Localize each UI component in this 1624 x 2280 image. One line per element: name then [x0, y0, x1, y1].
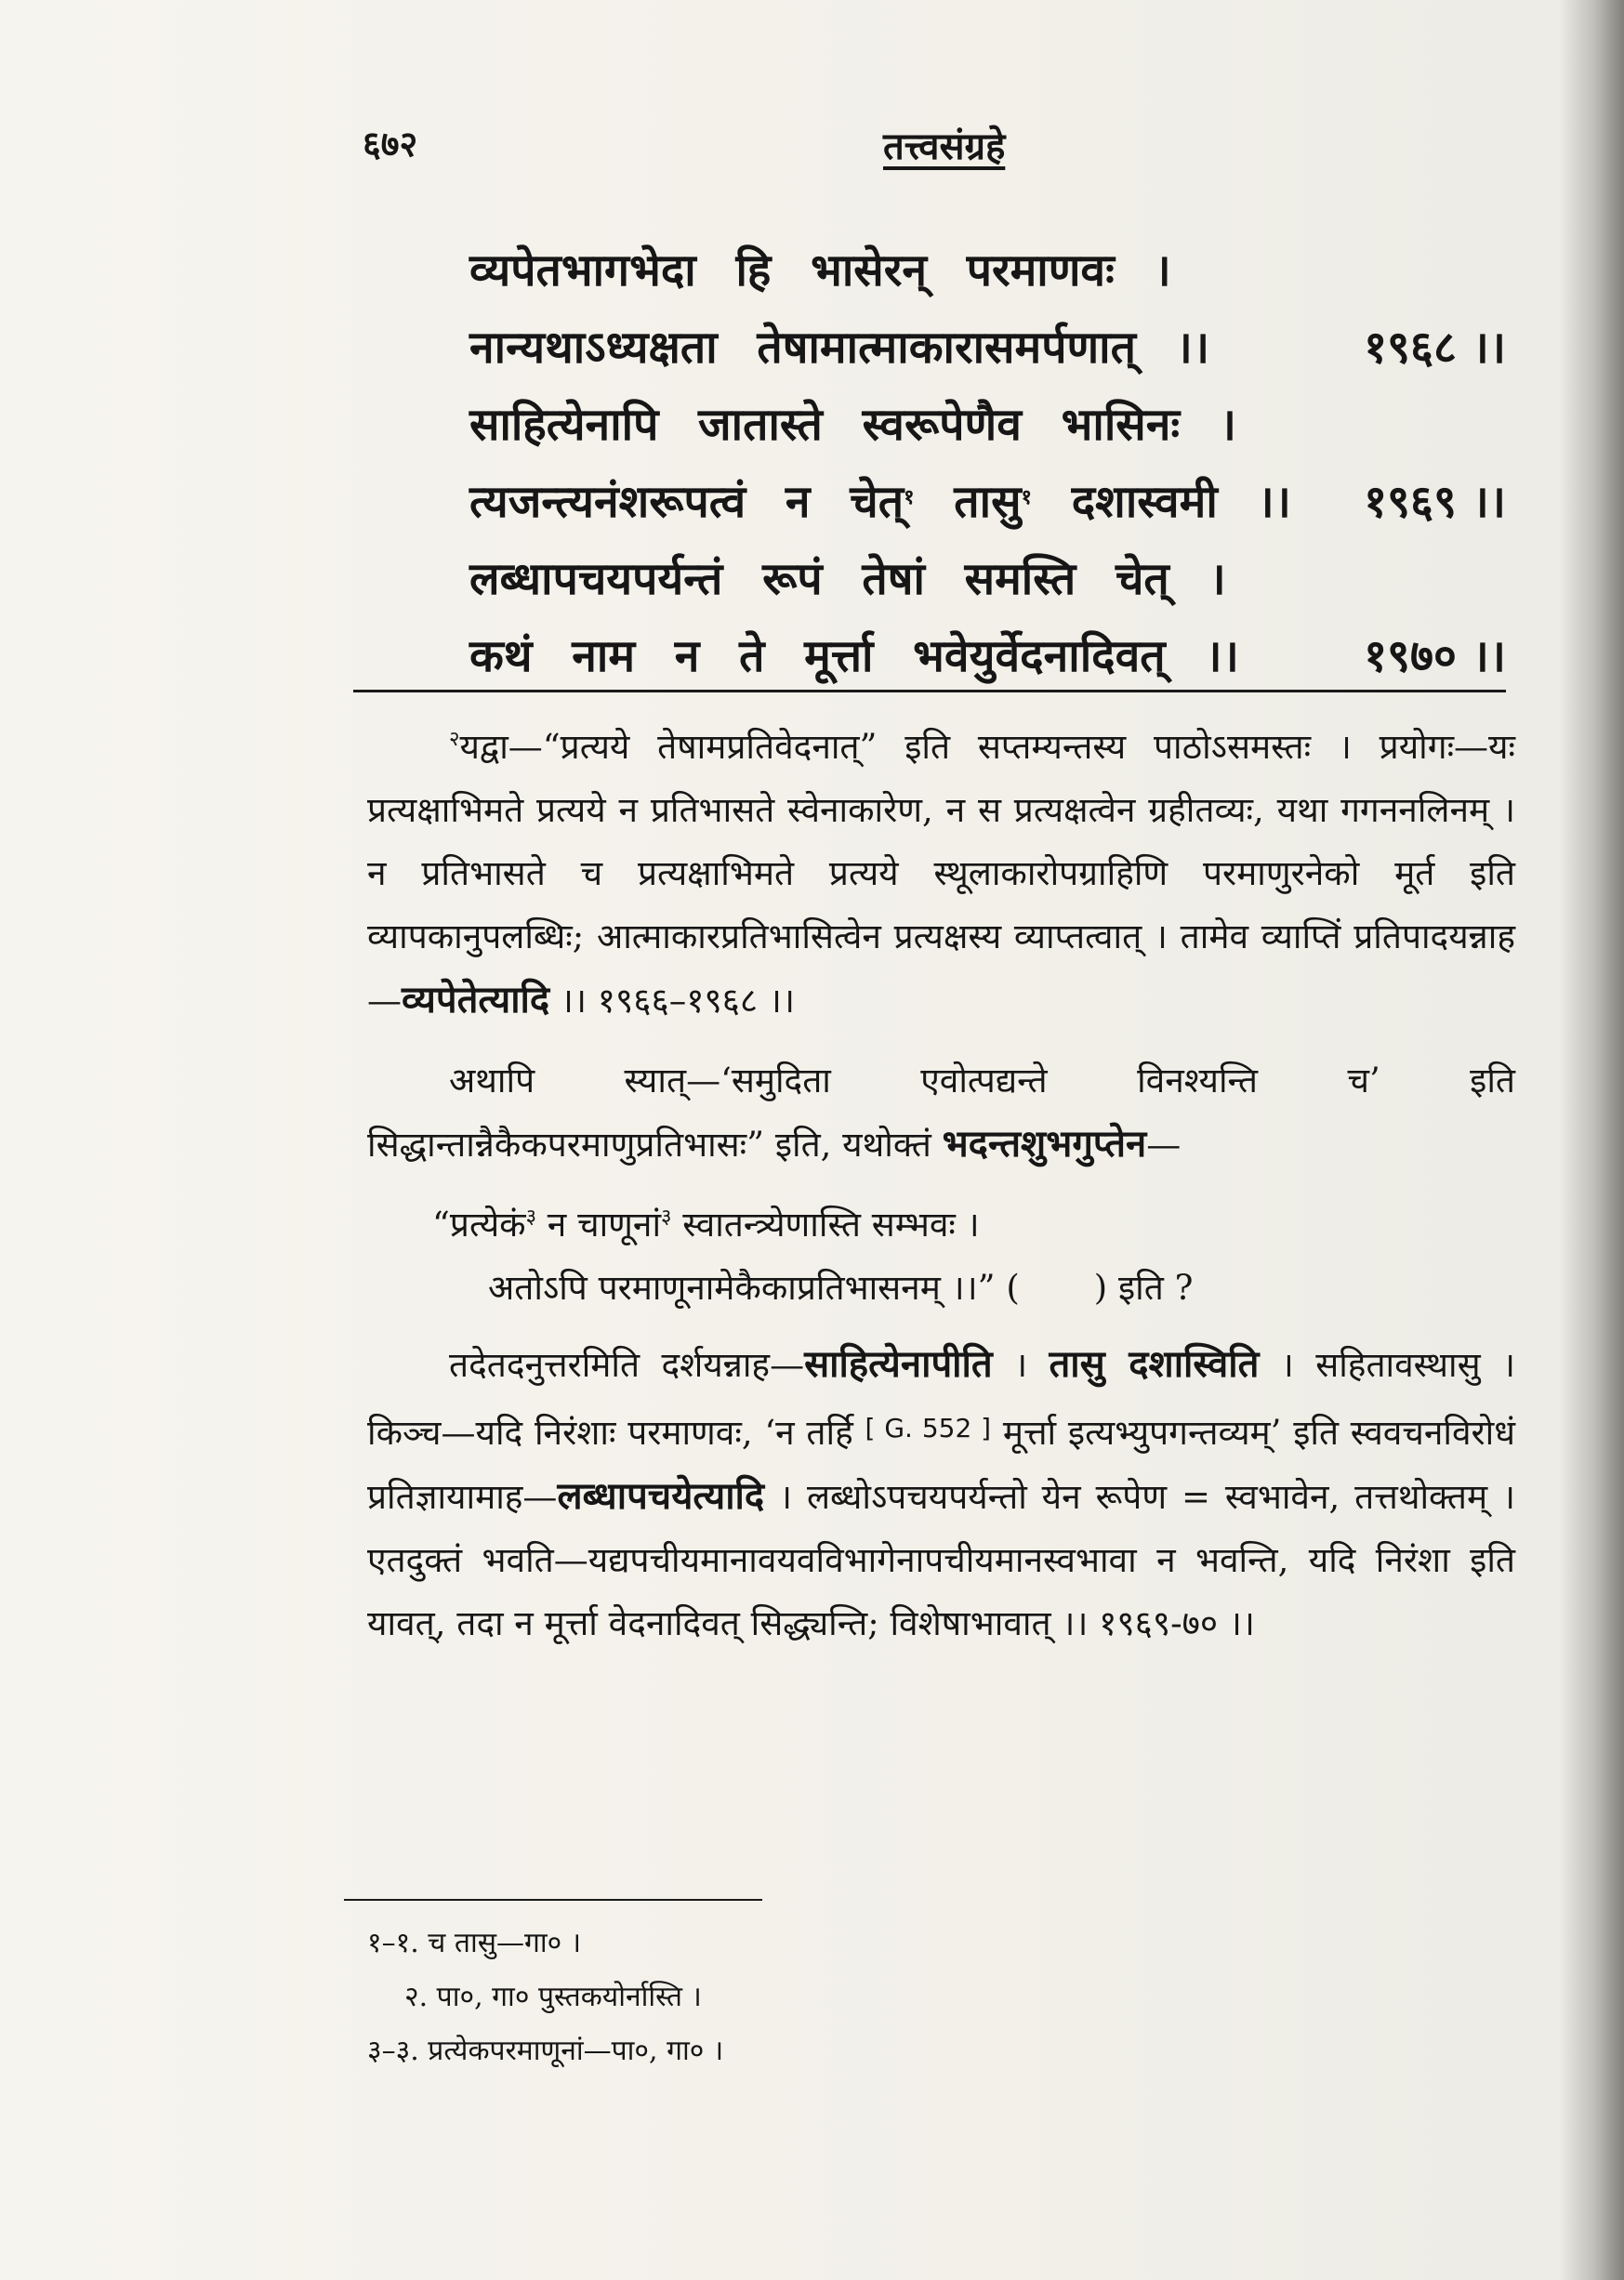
commentary-text: यद्वा—“प्रत्यये तेषामप्रतिवेदनात्” इति सप्तम्यन्तस्य पाठोऽसमस्तः । प्रयोगः—यः प्रत्यक्षाभिमते प्रत्यये न प्रतिभासते स्वेनाकारेण, न स प्रत्यक्षत्वेन ग्रहीतव्यः, यथा गगननलिनम् । न प्रतिभासते च प्रत्यक्षाभिमते प्रत्यये स्थूलाकारोपग्राहिणि परमाणुरनेको मूर्त इति व्यापकानुपलब्धिः; आत्माकारप्रतिभासित्वेन प्रत्यक्षस्य व्याप्तत्वात् । तामेव व्याप्तिं प्रतिपादयन्नाह—: [367, 727, 1515, 1021]
verse-number: १९६९ ।।: [1364, 476, 1506, 528]
commentary-keyword: लब्धापचयेत्यादि: [557, 1474, 765, 1518]
commentary: [367, 716, 1515, 1655]
verse-text: लब्धापचयपर्यन्तं रूपं तेषां समस्ति चेत् ।: [469, 553, 1226, 605]
commentary-keyword: तासु दशास्विति: [1049, 1342, 1260, 1386]
verse-line: [469, 387, 1506, 464]
verse-text: त्यजन्त्यनंशरूपत्वं न चेत्$^१$ तासु$^१$ दशास्वमी ।।: [469, 476, 1291, 528]
footnote-marker: ३: [661, 1206, 672, 1229]
commentary-keyword: साहित्येनापीति: [804, 1342, 993, 1386]
footnote-divider: [344, 1899, 762, 1901]
verse-text: कथं नाम न ते मूर्त्ता भवेयुर्वेदनादिवत् ।।: [469, 630, 1239, 682]
footnote-marker: ३: [525, 1206, 537, 1229]
running-title: तत्त्वसंग्रहे: [883, 125, 1006, 168]
verse-text: साहित्येनापि जातास्ते स्वरूपेणैव भासिनः ।: [469, 399, 1236, 451]
commentary-keyword: व्यपेतेत्यादि: [402, 978, 550, 1021]
page-header: [363, 119, 1515, 184]
footnote-marker: १: [904, 485, 915, 509]
verse-text: नान्यथाऽध्यक्षता तेषामात्माकारासमर्पणात् ।।: [469, 322, 1210, 374]
verse-block: [469, 232, 1506, 695]
footnote-marker: २: [449, 728, 460, 751]
commentary-paragraph: तदेतदनुत्तरमिति दर्शयन्नाह—साहित्येनापीति । तासु दशास्विति । सहितावस्थासु । किञ्च—यदि निरंशाः परमाणवः, ‘न तर्हि [ G. 552 ] मूर्त्ता इत्यभ्युपगन्तव्यम्’ इति स्ववचनविरोधं प्रतिज्ञायामाह—लब्धापचयेत्यादि । लब्धोऽपचयपर्यन्तो येन रूपेण = स्वभावेन, तत्तथोक्तम् । एतदुक्तं भवति—यद्यपचीयमानावयवविभागेनापचीयमानस्वभावा न भवन्ति, यदि निरंशा इति यावत्, तदा न मूर्त्ता वेदनादिवत् सिद्ध्यन्ति; विशेषाभावात् ।। १९६९-७० ।।: [367, 1342, 1516, 1643]
verse-reference: ।। १९६६–१९६८ ।।: [549, 981, 795, 1021]
verse-text: व्यपेतभागभेदा हि भासेरन् परमाणवः ।: [469, 244, 1171, 297]
footnote: १–१. च तासु—गा० ।: [367, 1927, 582, 1959]
commentary-paragraph: [367, 1049, 1515, 1177]
verse-line: [469, 232, 1506, 310]
book-gutter-shadow: [1559, 0, 1624, 2280]
footnotes: [367, 1917, 1297, 2078]
commentary-text: —: [1146, 1125, 1182, 1165]
footnote: २. पा०, गा० पुस्तकयोर्नास्ति ।: [404, 1981, 702, 2013]
verse-commentary-divider: [353, 690, 1506, 692]
verse-line: [469, 541, 1506, 618]
verse-line: [469, 464, 1506, 541]
commentary-text: अथापि स्यात्—‘समुदिता एवोत्पद्यन्ते विनश्यन्ति च’ इति सिद्धान्तान्नैकैकपरमाणुप्रतिभासः” इति, यथोक्तं: [367, 1061, 1515, 1165]
author-name: भदन्तशुभगुप्तेन: [942, 1122, 1147, 1166]
verse-line: [469, 618, 1506, 695]
quotation-block: [432, 1193, 1515, 1320]
verse-number: १९६८ ।।: [1364, 322, 1506, 374]
footnote: ३–३. प्रत्येकपरमाणूनां—पा०, गा० ।: [367, 2035, 724, 2067]
commentary-paragraph: [367, 716, 1515, 1033]
verse-number: १९७० ।।: [1364, 630, 1506, 682]
footnote-marker: १: [1021, 485, 1032, 509]
quotation-line: अतोऽपि परमाणूनामेकैकाप्रतिभासनम् ।।” ( ) इति ?: [488, 1268, 1194, 1308]
page-number: ६७२: [363, 123, 418, 165]
quotation-line: “प्रत्येकं$^३$ न चाणूनां$^३$ स्वातन्त्र्येणास्ति सम्भवः ।: [432, 1205, 980, 1245]
verse-line: [469, 310, 1506, 387]
edition-page-marker: [ G. 552 ]: [865, 1413, 992, 1443]
